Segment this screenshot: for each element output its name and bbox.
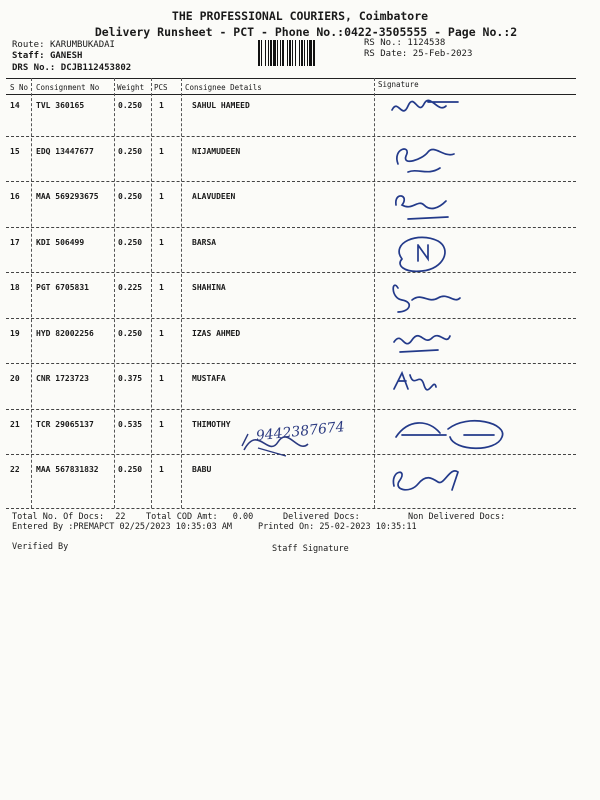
row-consignment-no: HYD 82002256 (36, 328, 94, 338)
column-divider (31, 78, 32, 508)
document-subtitle: Delivery Runsheet - PCT - Phone No.:0422-3505555 - Page No.:2 (94, 25, 518, 39)
drs-field (12, 63, 131, 73)
row-consignment-no: CNR 1723723 (36, 374, 89, 383)
row-consignee: SHAHINA (192, 283, 226, 292)
row-sno: 18 (10, 283, 20, 292)
non-delivered-docs-label: Non Delivered Docs: (408, 512, 506, 522)
route-label: Route: (12, 40, 45, 50)
column-header-pcs: PCS (154, 83, 168, 92)
handwritten-phone (238, 414, 368, 468)
row-consignment-no: KDI 506499 (36, 237, 85, 247)
row-weight: 0.250 (118, 237, 143, 247)
drs-value: DCJB112453802 (60, 63, 132, 73)
column-header-sno: S No (10, 83, 29, 92)
row-weight: 0.535 (118, 419, 143, 429)
barcode (258, 40, 358, 66)
rs-no-field (364, 38, 445, 48)
row-separator (6, 409, 576, 410)
row-pcs: 1 (159, 237, 164, 247)
row-consignment-no: TVL 360165 (36, 101, 85, 110)
rs-date-field (364, 49, 472, 59)
row-separator (6, 181, 576, 182)
row-consignee: MUSTAFA (192, 374, 226, 383)
staff-signature: Staff Signature (272, 544, 349, 554)
column-divider (114, 78, 115, 508)
table-bottom-rule (6, 508, 576, 509)
row-signature (388, 460, 518, 506)
column-divider (151, 78, 152, 508)
rs-date-label: RS Date: (364, 49, 408, 59)
row-pcs: 1 (159, 328, 164, 338)
row-consignee: THIMOTHY (192, 419, 231, 429)
row-pcs: 1 (159, 465, 164, 474)
delivered-docs-label: Delivered Docs: (283, 512, 360, 522)
route-value: KARUMBUKADAI (49, 40, 115, 50)
total-docs-value: 22 (115, 512, 126, 522)
row-pcs: 1 (159, 146, 164, 156)
column-header-weight: Weight (117, 83, 145, 92)
verified-by: Verified By (12, 542, 69, 552)
total-docs-label: Total No. Of Docs: (12, 512, 105, 522)
row-separator (6, 272, 576, 273)
column-header-consignee: Consignee Details (185, 83, 262, 92)
row-weight: 0.250 (118, 146, 143, 156)
row-consignee: BABU (192, 465, 212, 474)
row-weight: 0.250 (118, 101, 143, 110)
total-cod-label: Total COD Amt: (146, 512, 218, 522)
barcode-bar (313, 40, 315, 66)
row-separator (6, 318, 576, 319)
row-consignment-no: TCR 29065137 (36, 419, 94, 429)
row-weight: 0.250 (118, 328, 143, 338)
row-consignment-no: EDQ 13447677 (36, 146, 94, 156)
row-weight: 0.250 (118, 465, 143, 474)
row-consignment-no: PGT 6705831 (36, 283, 89, 292)
staff-label: Staff: (12, 51, 45, 61)
row-consignment-no: MAA 569293675 (36, 192, 99, 201)
document-title: THE PROFESSIONAL COURIERS, Coimbatore (171, 9, 429, 23)
rs-no-value: 1124538 (407, 38, 446, 48)
row-consignee: IZAS AHMED (192, 328, 241, 338)
row-sno: 21 (10, 419, 20, 429)
row-sno: 22 (10, 465, 20, 474)
row-separator (6, 136, 576, 137)
row-pcs: 1 (159, 419, 164, 429)
row-weight: 0.375 (118, 374, 143, 383)
row-separator (6, 227, 576, 228)
total-cod (146, 512, 253, 522)
row-pcs: 1 (159, 192, 164, 201)
row-consignee: ALAVUDEEN (192, 192, 236, 201)
column-divider (374, 78, 375, 508)
staff-value: GANESH (49, 51, 83, 61)
rs-date-value: 25-Feb-2023 (412, 49, 473, 59)
row-consignee: NIJAMUDEEN (192, 146, 241, 156)
row-pcs: 1 (159, 101, 164, 110)
row-consignee: BARSA (192, 237, 217, 247)
staff-field (12, 51, 82, 61)
table-header-rule (6, 94, 576, 95)
drs-label: DRS No.: (12, 63, 56, 73)
row-sno: 16 (10, 192, 20, 201)
row-consignee: SAHUL HAMEED (192, 101, 250, 110)
handwritten-phone-text: 9442387674 (255, 419, 346, 445)
rs-no-label: RS No.: (364, 38, 402, 48)
row-sno: 15 (10, 146, 20, 156)
row-weight: 0.225 (118, 283, 143, 292)
total-cod-value: 0.00 (232, 512, 254, 522)
entered-by: Entered By :PREMAPCT 02/25/2023 10:35:03 AM (12, 522, 233, 532)
row-pcs: 1 (159, 374, 164, 383)
route-field (12, 40, 115, 50)
column-header-signature: Signature (378, 80, 419, 89)
row-sno: 14 (10, 101, 20, 110)
printed-on: Printed On: 25-02-2023 10:35:11 (258, 522, 417, 532)
row-sno: 20 (10, 374, 20, 383)
row-sno: 19 (10, 328, 20, 338)
row-pcs: 1 (159, 283, 164, 292)
row-separator (6, 363, 576, 364)
total-docs (12, 512, 126, 522)
table-top-rule (6, 78, 576, 79)
row-consignment-no: MAA 567831832 (36, 465, 99, 474)
column-header-consignment: Consignment No (36, 83, 100, 92)
column-divider (181, 78, 182, 508)
row-weight: 0.250 (118, 192, 143, 201)
row-sno: 17 (10, 237, 20, 247)
